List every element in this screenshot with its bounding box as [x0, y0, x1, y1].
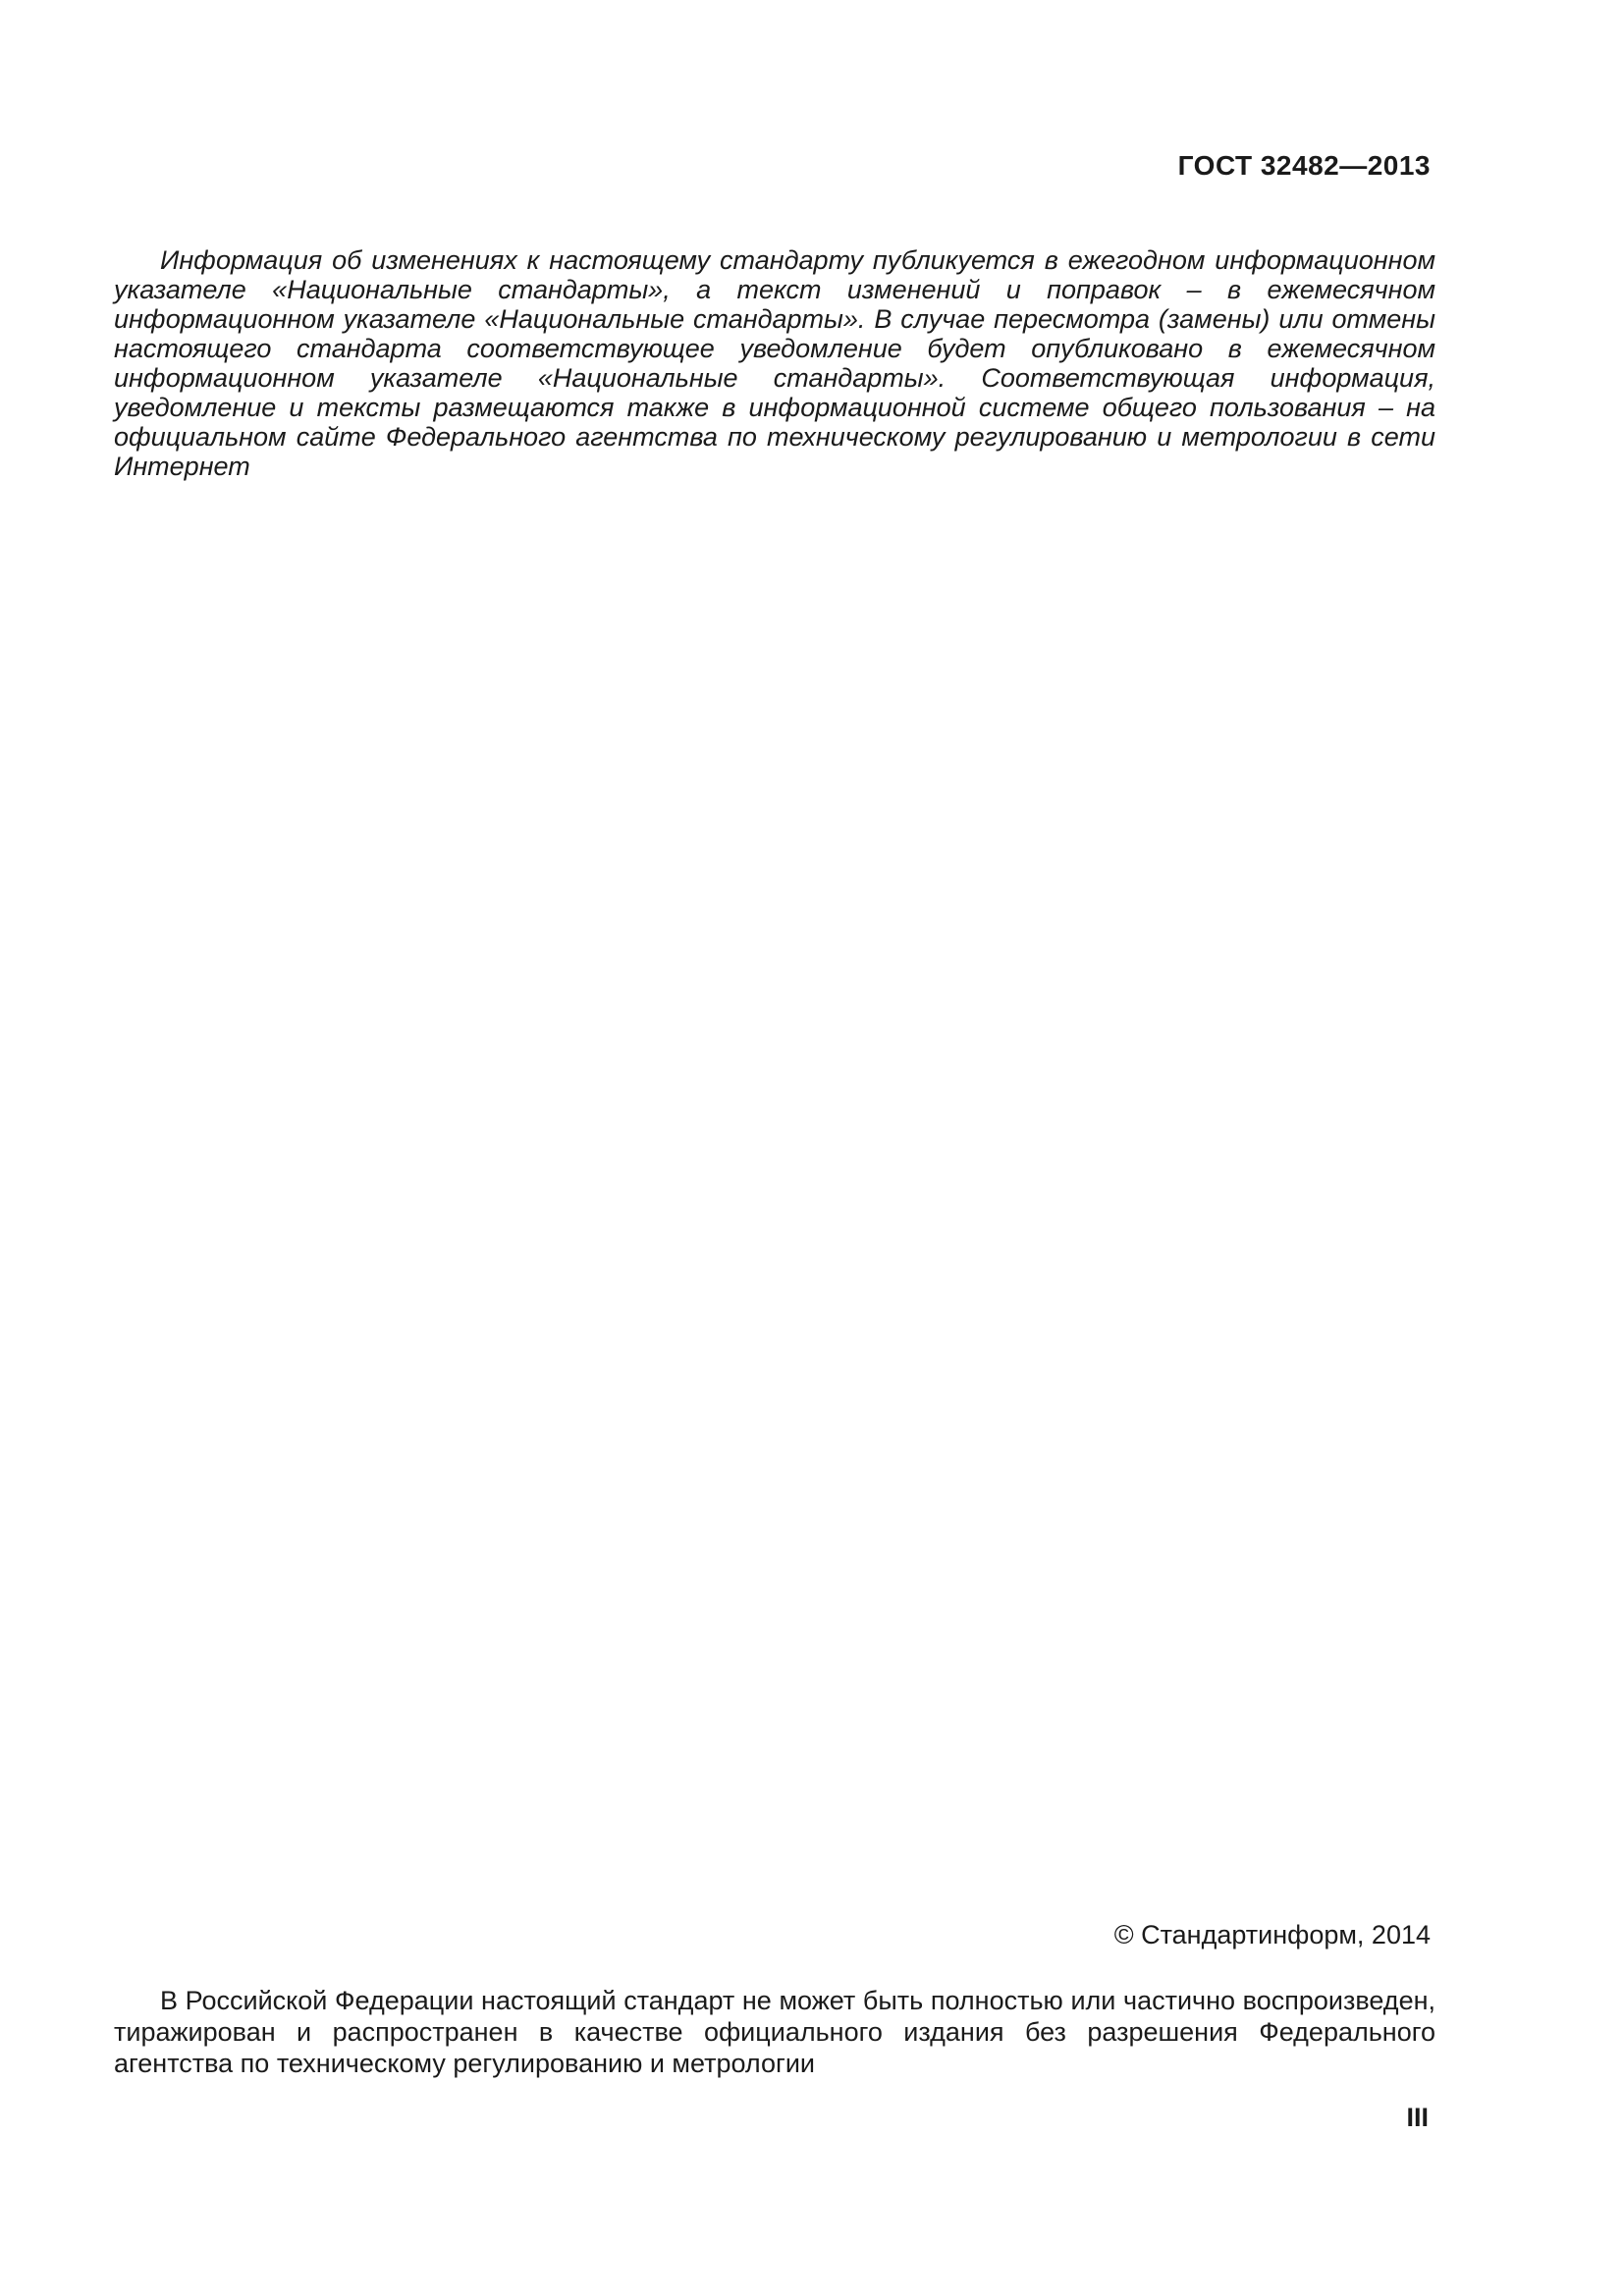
amendments-notice-paragraph: Информация об изменениях к настоящему стандарту публикуется в ежегодном информационном указателе «Национальные стандарты», а текст изменений и поправок – в ежемесячном информационном указателе «Национальные стандарты». В случае пересмотра (замены) или отмены настоящего стандарта соответствующее уведомление будет опубликовано в ежемесячном информационном указателе «Национальные стандарты». Соответствующая информация, уведомление и тексты размещаются также в информационной системе общего пользования – на официальном сайте Федерального агентства по техническому регулированию и метрологии в сети Интернет: [114, 245, 1435, 481]
document-code-header: ГОСТ 32482—2013: [1177, 150, 1431, 181]
copyright-line: © Стандартинформ, 2014: [1113, 1920, 1431, 1949]
reproduction-restriction-paragraph: В Российской Федерации настоящий стандарт не может быть полностью или частично воспроизведен, тиражирован и распространен в качестве официального издания без разрешения Федерального агентства по техническому регулированию и метрологии: [114, 1986, 1435, 2078]
page-number: III: [1406, 2103, 1429, 2132]
